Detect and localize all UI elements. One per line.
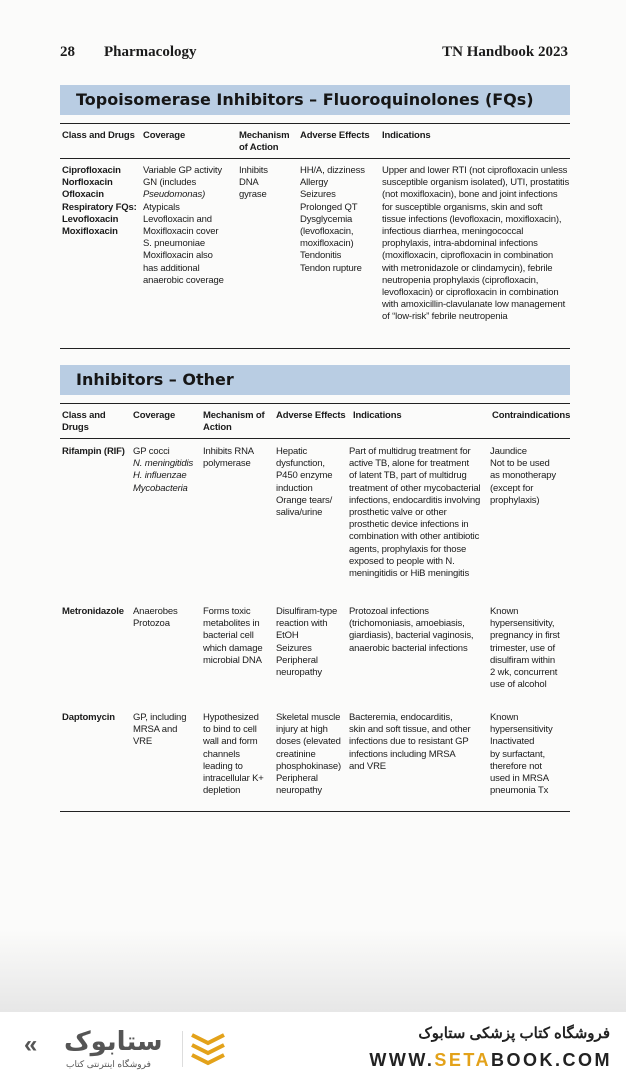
metronidazole-adverse: Disulfiram-type reaction with EtOH Seizures Peripheral neuropathy bbox=[276, 606, 338, 679]
metronidazole-indications: Protozoal infections (trichomoniasis, amoebiasis, giardiasis), bacterial vaginosis, anaerobic bacterial infections bbox=[349, 606, 474, 654]
header-class: Class and Drugs bbox=[62, 130, 135, 141]
fq-indications: Upper and lower RTI (not ciprofloxacin unless susceptible organism isolated), UTI, prostatitis (not moxifloxacin), bone and joint infections for susceptible organisms, skin and soft tissue infections (levofloxacin, moxifloxacin), infectious diarrhea, meningococcal prophylaxis, intra-abdominal infections (moxifloxacin, ciprofloxacin in combination with metronidazole or clindamycin), febrile neutropenia prophylaxis (ciprofloxacin, levofloxacin) or ciprofloxacin in combination with amoxicillin-clavulanate low management of “low-risk” febrile neutropenia bbox=[382, 165, 570, 323]
daptomycin-adverse: Skeletal muscle injury at high doses (elevated creatinine phosphokinase) Peripheral neuropathy bbox=[276, 712, 341, 797]
fq-adverse-effects: HH/A, dizziness Allergy Seizures Prolonged QT Dysglycemia (levofloxacin, moxifloxacin) Tendonitis Tendon rupture bbox=[300, 165, 365, 274]
header-indications: Indications bbox=[382, 130, 431, 141]
header-coverage: Coverage bbox=[143, 130, 186, 141]
page-number: 28 bbox=[60, 44, 75, 60]
double-chevron-icon: « bbox=[24, 1031, 38, 1058]
header-adverse: Adverse Effects bbox=[300, 130, 370, 141]
metronidazole-coverage: Anaerobes Protozoa bbox=[133, 606, 178, 630]
header2-coverage: Coverage bbox=[133, 410, 176, 421]
book-title: TN Handbook 2023 bbox=[442, 44, 568, 60]
daptomycin-contraindications: Known hypersensitivity Inactivated by surfactant, therefore not used in MRSA pneumonia Tx bbox=[490, 712, 553, 797]
section-fq-title: Topoisomerase Inhibitors – Fluoroquinolones (FQs) bbox=[60, 85, 570, 115]
header2-class: Class and Drugs bbox=[62, 410, 106, 434]
header2-contraindications: Contraindications bbox=[492, 410, 571, 421]
table-top-rule bbox=[60, 123, 570, 124]
metronidazole-contraindications: Known hypersensitivity, pregnancy in first trimester, use of disulfiram within 2 wk, concurrent use of alcohol bbox=[490, 606, 560, 691]
drug-daptomycin: Daptomycin bbox=[62, 712, 115, 723]
drug-metronidazole: Metronidazole bbox=[62, 606, 124, 617]
table-bottom-rule bbox=[60, 348, 570, 349]
daptomycin-coverage: GP, including MRSA and VRE bbox=[133, 712, 187, 748]
store-url: WWW.SETABOOK.COM bbox=[369, 1050, 612, 1070]
logo-name: ستابوک bbox=[64, 1027, 163, 1057]
header-mechanism: Mechanism of Action bbox=[239, 130, 290, 154]
fq-mechanism: Inhibits DNA gyrase bbox=[239, 165, 268, 201]
store-name: فروشگاه کتاب پزشکی ستابوک bbox=[418, 1025, 610, 1042]
header-rule bbox=[60, 158, 570, 159]
rifampin-contraindications: Jaundice Not to be used as monotherapy (except for prophylaxis) bbox=[490, 446, 557, 506]
running-header bbox=[60, 44, 568, 64]
table2-top-rule bbox=[60, 403, 570, 404]
logo-tagline: فروشگاه اینترنتی کتاب bbox=[66, 1059, 151, 1069]
table2-bottom-rule bbox=[60, 811, 570, 812]
daptomycin-indications: Bacteremia, endocarditis, skin and soft tissue, and other infections due to resistant GP infections including MRSA and VRE bbox=[349, 712, 471, 772]
rifampin-mechanism: Inhibits RNA polymerase bbox=[203, 446, 254, 470]
metronidazole-mechanism: Forms toxic metabolites in bacterial cell which damage microbial DNA bbox=[203, 606, 263, 666]
daptomycin-mechanism: Hypothesized to bind to cell wall and form channels leading to intracellular K+ depletion bbox=[203, 712, 264, 797]
header2-adverse: Adverse Effects bbox=[276, 410, 346, 421]
header2-mechanism: Mechanism of Action bbox=[203, 410, 265, 434]
fq-drug-list: Ciprofloxacin Norfloxacin Ofloxacin Respiratory FQs: Levofloxacin Moxifloxacin bbox=[62, 165, 137, 238]
rifampin-adverse: Hepatic dysfunction, P450 enzyme induction Orange tears/ saliva/urine bbox=[276, 446, 333, 519]
header2-rule bbox=[60, 438, 570, 439]
page-shadow bbox=[0, 930, 626, 1015]
rifampin-coverage: GP cocci N. meningitidis H. influenzae Mycobacteria bbox=[133, 446, 194, 494]
subject-title: Pharmacology bbox=[104, 44, 197, 60]
section-other-title: Inhibitors – Other bbox=[60, 365, 570, 395]
book-stack-icon bbox=[182, 1029, 228, 1069]
drug-rifampin: Rifampin (RIF) bbox=[62, 446, 125, 457]
setabook-logo bbox=[24, 1027, 244, 1071]
rifampin-indications: Part of multidrug treatment for active TB, alone for treatment of latent TB, part of multidrug treatment of other mycobacterial infections, endocarditis involving prosthetic valve or other prosthetic device infections in combination with other antibiotic agents, prophylaxis for those exposed to people with N. meningitidis or HiB meningitis bbox=[349, 446, 481, 580]
fq-coverage: Variable GP activity GN (includes Pseudomonas) Atypicals Levofloxacin and Moxifloxacin cover S. pneumoniae Moxifloxacin also has additional anaerobic coverage bbox=[143, 165, 224, 286]
header2-indications: Indications bbox=[353, 410, 402, 421]
